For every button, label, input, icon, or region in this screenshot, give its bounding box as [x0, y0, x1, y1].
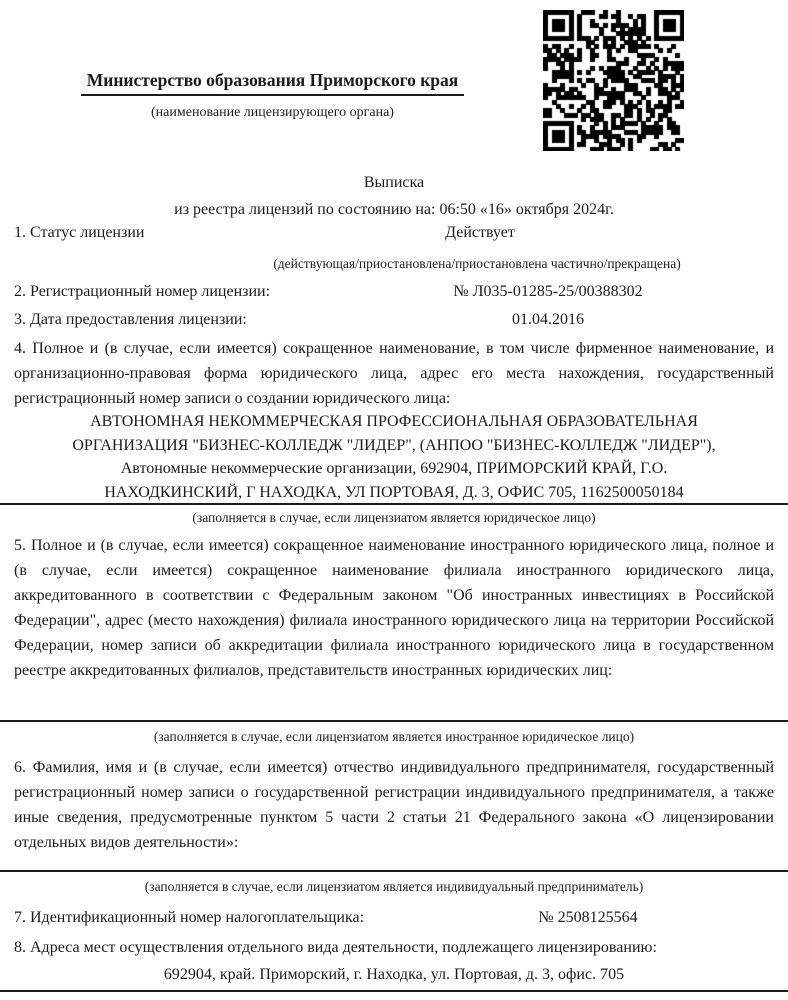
registration-number-label: 2. Регистрационный номер лицензии:	[14, 283, 271, 300]
foreign-entity-paragraph: 5. Полное и (в случае, если имеется) сокращенное наименование иностранного юридического лица, полное и (в случае, если имеется) сокращенное наименование филиала иностранного юридического лица, аккредитованного в соответствии с Федеральным законом "Об иностранных инвестициях в Российской Федерации", адрес (место нахождения) филиала иностранного юридического лица на территории Российской Федерации, номер записи об аккредитации филиала иностранного юридического лица в государственном реестре аккредитованных филиалов, представительств иностранных юридических лиц:	[14, 537, 774, 679]
legal-entity-paragraph: 4. Полное и (в случае, если имеется) сокращенное наименование, в том числе фирменное наименование, и организационно-правовая форма юридического лица, адрес его места нахождения, государственный регистрационный номер записи о создании юридического лица:	[14, 340, 774, 407]
legal-entity-name-line-3: Автономные некоммерческие организации, 692904, ПРИМОРСКИЙ КРАЙ, Г.О.	[120, 460, 668, 477]
legal-entity-name-line-2: ОРГАНИЗАЦИЯ "БИЗНЕС-КОЛЛЕДЖ "ЛИДЕР", (АНПОО "БИЗНЕС-КОЛЛЕДЖ "ЛИДЕР"),	[72, 436, 716, 454]
licensing-authority-name: Министерство образования Приморского края	[81, 70, 465, 96]
field-grant-date	[0, 311, 788, 333]
individual-entrepreneur-caption: (заполняется в случае, если лицензиатом является индивидуальный предприниматель)	[144, 879, 644, 894]
license-status-options-caption: (действующая/приостановлена/приостановлена частично/прекращена)	[273, 256, 681, 271]
licensing-authority-caption: (наименование лицензирующего органа)	[151, 105, 394, 120]
activity-address-value: 692904, край. Приморский, г. Находка, ул. Портовая, д. 3, офис. 705	[163, 966, 625, 983]
document-title-block	[0, 169, 788, 223]
legal-entity-name-line-1: АВТОНОМНАЯ НЕКОММЕРЧЕСКАЯ ПРОФЕССИОНАЛЬНАЯ ОБРАЗОВАТЕЛЬНАЯ	[90, 413, 698, 430]
licensing-authority-block	[0, 70, 545, 121]
divider-bottom	[0, 990, 788, 992]
legal-entity-name-line-4: НАХОДКИНСКИЙ, Г НАХОДКА, УЛ ПОРТОВАЯ, Д. 3, ОФИС 705, 1162500050184	[104, 483, 684, 501]
divider-individual-entrepreneur	[0, 870, 788, 872]
divider-foreign-entity	[0, 720, 788, 722]
individual-entrepreneur-paragraph: 6. Фамилия, имя и (в случае, если имеется) отчество индивидуального предпринимателя, государственный регистрационный номер записи о государственной регистрации индивидуального предпринимателя, а также иные сведения, предусмотренные пунктом 5 части 2 статьи 21 Федерального закона «О лицензировании отдельных видов деятельности»:	[14, 759, 774, 851]
activity-addresses-label: 8. Адреса мест осуществления отдельного вида деятельности, подлежащего лицензированию:	[14, 939, 657, 956]
divider-legal-entity	[0, 503, 788, 505]
foreign-entity-caption: (заполняется в случае, если лицензиатом является иностранное юридическое лицо)	[153, 729, 635, 744]
taxpayer-number-value: № 2508125564	[538, 909, 638, 926]
field-license-status	[0, 224, 788, 246]
field-activity-addresses	[0, 939, 788, 961]
grant-date-label: 3. Дата предоставления лицензии:	[14, 311, 247, 328]
document-title: Выписка	[363, 174, 425, 191]
qr-code	[543, 10, 684, 151]
license-status-label: 1. Статус лицензии	[14, 224, 145, 241]
license-status-value: Действует	[445, 224, 515, 241]
legal-entity-caption: (заполняется в случае, если лицензиатом является юридическое лицо)	[192, 510, 596, 525]
legal-entity-details	[34, 410, 754, 504]
document-subtitle: из реестра лицензий по состоянию на: 06:50 «16» октября 2024г.	[174, 201, 614, 218]
field-registration-number	[0, 283, 788, 305]
registration-number-value: № Л035-01285-25/00388302	[453, 283, 643, 300]
field-taxpayer-number	[0, 909, 788, 931]
grant-date-value: 01.04.2016	[512, 311, 584, 328]
taxpayer-number-label: 7. Идентификационный номер налогоплательщика:	[14, 909, 365, 926]
